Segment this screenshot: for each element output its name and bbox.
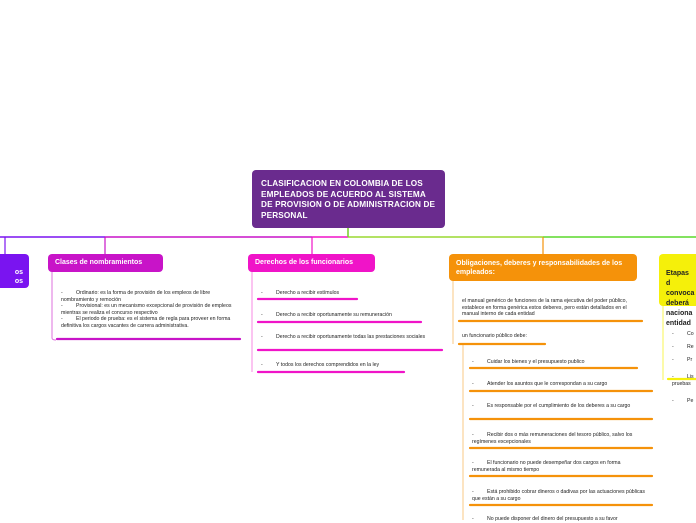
list-item[interactable]: - El funcionario no puede desempeñar dos cargos en forma remunerada al mismo tiempo xyxy=(472,460,621,473)
branch-clases-nombramientos[interactable] xyxy=(48,254,163,272)
branch-left-label: os os xyxy=(14,269,23,285)
list-item[interactable]: - El periodo de prueba: es el sistema de regla para proveer en forma definitiva los cargos vacantes de carrera administrativa. xyxy=(61,316,231,329)
branch-left-partial[interactable] xyxy=(0,254,29,288)
list-item[interactable]: - Re xyxy=(672,343,694,350)
list-item[interactable]: - Está prohibido cobrar dineros o dadivas por las actuaciones públicas que están a su cargo xyxy=(472,489,646,502)
branch-etapas-convocatoria[interactable] xyxy=(659,254,696,327)
branch-etapas-label: Etapas d convoca deberá naciona entidad xyxy=(666,270,695,327)
root-node[interactable] xyxy=(252,170,445,228)
list-item[interactable]: - Es responsable por el cumplimiento de los deberes a su cargo xyxy=(472,403,631,409)
branch-derechos-label: Derechos de los funcionarios xyxy=(255,259,354,266)
branch-clases-label: Clases de nombramientos xyxy=(55,259,143,266)
etapas-items xyxy=(672,324,696,411)
list-item[interactable]: - No puede disponer del dinero del presupuesto a su favor xyxy=(472,516,618,522)
list-item[interactable]: - Cuidar los bienes y el presupuesto publico xyxy=(472,359,585,365)
list-item[interactable]: - Pe xyxy=(672,397,694,404)
list-item[interactable]: - Recibir dos o más remuneraciones del tesoro público, salvo los regímenes excepcionales xyxy=(472,432,633,445)
clases-child-bracket xyxy=(52,272,56,340)
oblig-intro[interactable]: el manual genérico de funciones de la rama ejecutiva del poder público, establece en forma genérica estos deberes, pero están detallados en el manual interno de cada entidad xyxy=(462,298,627,318)
list-item[interactable]: - Derecho a recibir oportunamente todas las prestaciones sociales xyxy=(261,334,426,340)
list-item[interactable]: - Atender los asuntos que le correspondan a su cargo xyxy=(472,381,608,387)
list-item[interactable]: - Co xyxy=(672,330,694,337)
branch-obligaciones-deberes[interactable] xyxy=(449,254,637,281)
root-title: CLASIFICACION EN COLOMBIA DE LOS EMPLEADOS DE ACUERDO AL SISTEMA DE PROVISION O DE ADMINISTRACION DE PERSONAL xyxy=(261,179,436,220)
list-item[interactable]: - Provisional: es un mecanismo excepcional de provisión de empleos mientras se realiza el concurso respectivo xyxy=(61,303,232,316)
list-item[interactable]: - Y todos los derechos comprendidos en la ley xyxy=(261,362,380,368)
list-item[interactable]: - Ordinario: es la forma de provisión de los empleos de libre nombramiento y remoción xyxy=(61,290,211,303)
clases-items xyxy=(61,290,236,330)
list-item[interactable]: - Derecho a recibir oportunamente su remuneración xyxy=(261,312,392,318)
oblig-sub-label[interactable]: un funcionario público debe: xyxy=(462,333,527,339)
list-item[interactable]: - Pr xyxy=(672,356,693,363)
branch-derechos-funcionarios[interactable] xyxy=(248,254,375,272)
list-item[interactable]: - Derecho a recibir estímulos xyxy=(261,290,340,296)
list-item[interactable]: - Lis pruebas xyxy=(672,374,694,387)
branch-oblig-label: Obligaciones, deberes y responsabilidades de los empleados: xyxy=(456,260,623,276)
